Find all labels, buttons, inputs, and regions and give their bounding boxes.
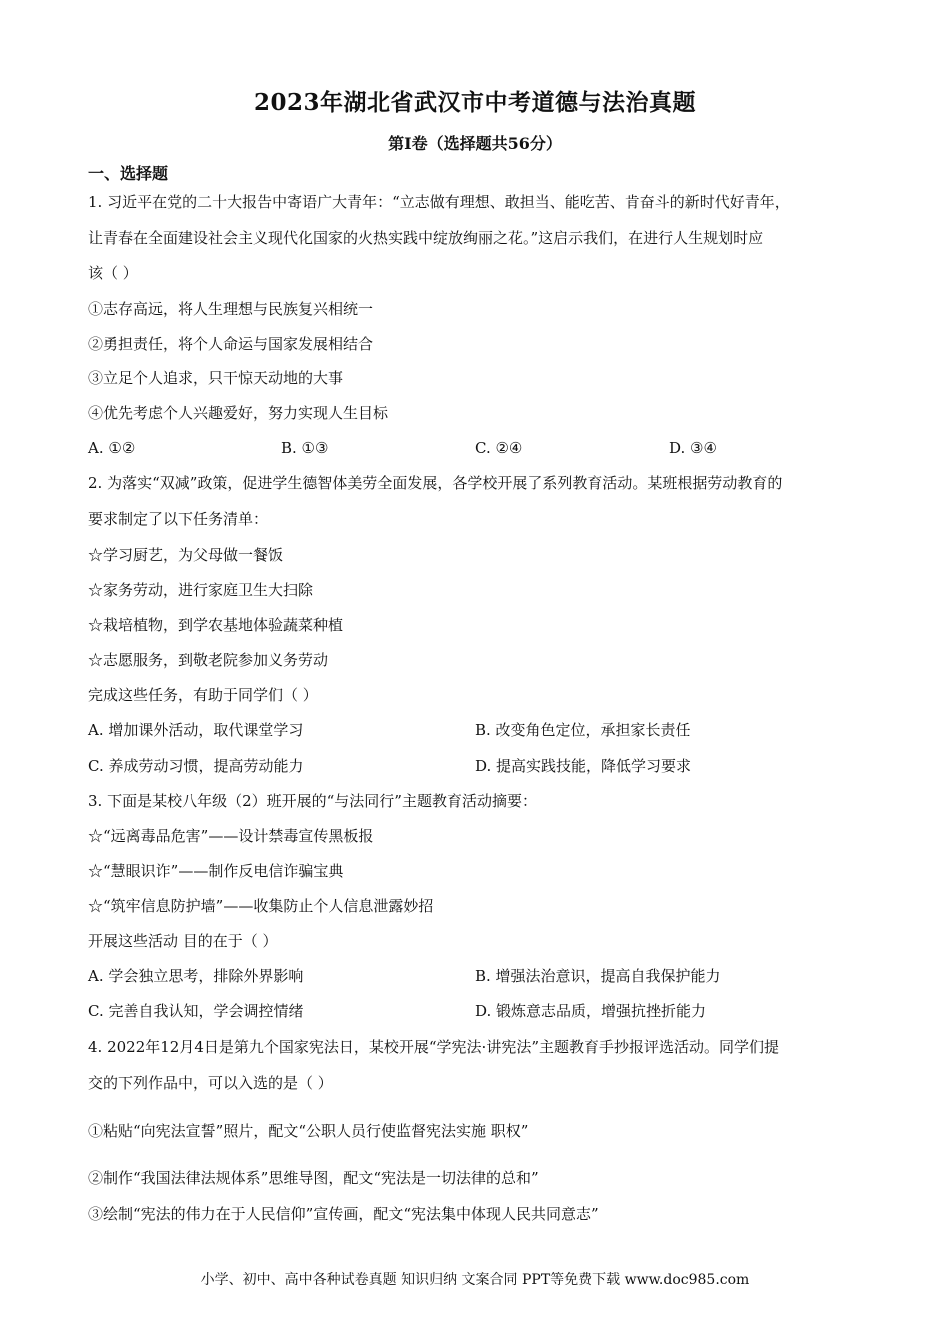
q2-option-d: D. 提高实践技能，降低学习要求: [475, 757, 692, 775]
q3-item-2: ☆“慧眼识诈”——制作反电信诈骗宝典: [88, 862, 344, 880]
q1-stem-line-1: 1. 习近平在党的二十大报告中寄语广大青年：“立志做有理想、敢担当、能吃苦、肯奋斗的新时代好青年，: [88, 193, 790, 211]
q1-option-a: A. ①②: [88, 439, 136, 457]
q2-stem-line-1: 2. 为落实“双减”政策，促进学生德智体美劳全面发展，各学校开展了系列教育活动。某班根据劳动教育的: [88, 474, 783, 492]
q3-option-d: D. 锻炼意志品质，增强抗挫折能力: [475, 1002, 707, 1020]
q3-item-3: ☆“筑牢信息防护墙”——收集防止个人信息泄露妙招: [88, 897, 434, 915]
section-heading: 一、选择题: [88, 164, 169, 183]
q4-item-2: ②制作“我国法律法规体系”思维导图，配文“宪法是一切法律的总和”: [88, 1169, 539, 1187]
document-title: 2023年湖北省武汉市中考道德与法治真题: [253, 89, 696, 116]
q4-item-1: ①粘贴“向宪法宣誓”照片，配文“公职人员行使监督宪法实施 职权”: [88, 1122, 529, 1140]
q1-stem-line-2: 让青春在全面建设社会主义现代化国家的火热实践中绽放绚丽之花。”这启示我们，在进行人生规划时应: [88, 229, 764, 247]
q3-option-b: B. 增强法治意识，提高自我保护能力: [475, 967, 721, 985]
q3-option-a: A. 学会独立思考，排除外界影响: [88, 967, 304, 985]
q2-option-c: C. 养成劳动习惯，提高劳动能力: [88, 757, 304, 775]
q2-item-1: ☆学习厨艺，为父母做一餐饭: [88, 546, 284, 564]
q2-option-b: B. 改变角色定位，承担家长责任: [475, 721, 691, 739]
q1-option-d: D. ③④: [669, 439, 717, 457]
q1-item-2: ②勇担责任，将个人命运与国家发展相结合: [88, 335, 374, 353]
q2-item-3: ☆栽培植物，到学农基地体验蔬菜种植: [88, 616, 344, 634]
q1-option-c: C. ②④: [475, 439, 523, 457]
q1-stem-line-3: 该（ ）: [88, 264, 138, 282]
q4-stem-line-1: 4. 2022年12月4日是第九个国家宪法日，某校开展“学宪法·讲宪法”主题教育手抄报评选活动。同学们提: [88, 1038, 779, 1056]
q1-item-1: ①志存高远，将人生理想与民族复兴相统一: [88, 300, 374, 318]
q2-stem-line-2: 要求制定了以下任务清单：: [88, 510, 269, 528]
q2-item-4: ☆志愿服务，到敬老院参加义务劳动: [88, 651, 329, 669]
q2-prompt: 完成这些任务，有助于同学们（ ）: [88, 686, 318, 704]
document-subtitle: 第I卷（选择题共56分）: [388, 134, 562, 153]
q3-item-1: ☆“远离毒品危害”——设计禁毒宣传黑板报: [88, 827, 374, 845]
q4-item-3: ③绘制“宪法的伟力在于人民信仰”宣传画，配文“宪法集中体现人民共同意志”: [88, 1205, 599, 1223]
q3-option-c: C. 完善自我认知，学会调控情绪: [88, 1002, 304, 1020]
q1-option-b: B. ①③: [281, 439, 329, 457]
q1-item-4: ④优先考虑个人兴趣爱好，努力实现人生目标: [88, 404, 389, 422]
q2-option-a: A. 增加课外活动，取代课堂学习: [88, 721, 304, 739]
q1-item-3: ③立足个人追求，只干惊天动地的大事: [88, 369, 344, 387]
q2-item-2: ☆家务劳动，进行家庭卫生大扫除: [88, 581, 314, 599]
q3-stem-line-1: 3. 下面是某校八年级（2）班开展的“与法同行”主题教育活动摘要：: [88, 792, 537, 810]
q4-stem-line-2: 交的下列作品中，可以入选的是（ ）: [88, 1074, 333, 1092]
page-footer: 小学、初中、高中各种试卷真题 知识归纳 文案合同 PPT等免费下载 www.doc985.com: [200, 1272, 750, 1288]
q3-prompt: 开展这些活动 目的在于（ ）: [88, 932, 278, 950]
